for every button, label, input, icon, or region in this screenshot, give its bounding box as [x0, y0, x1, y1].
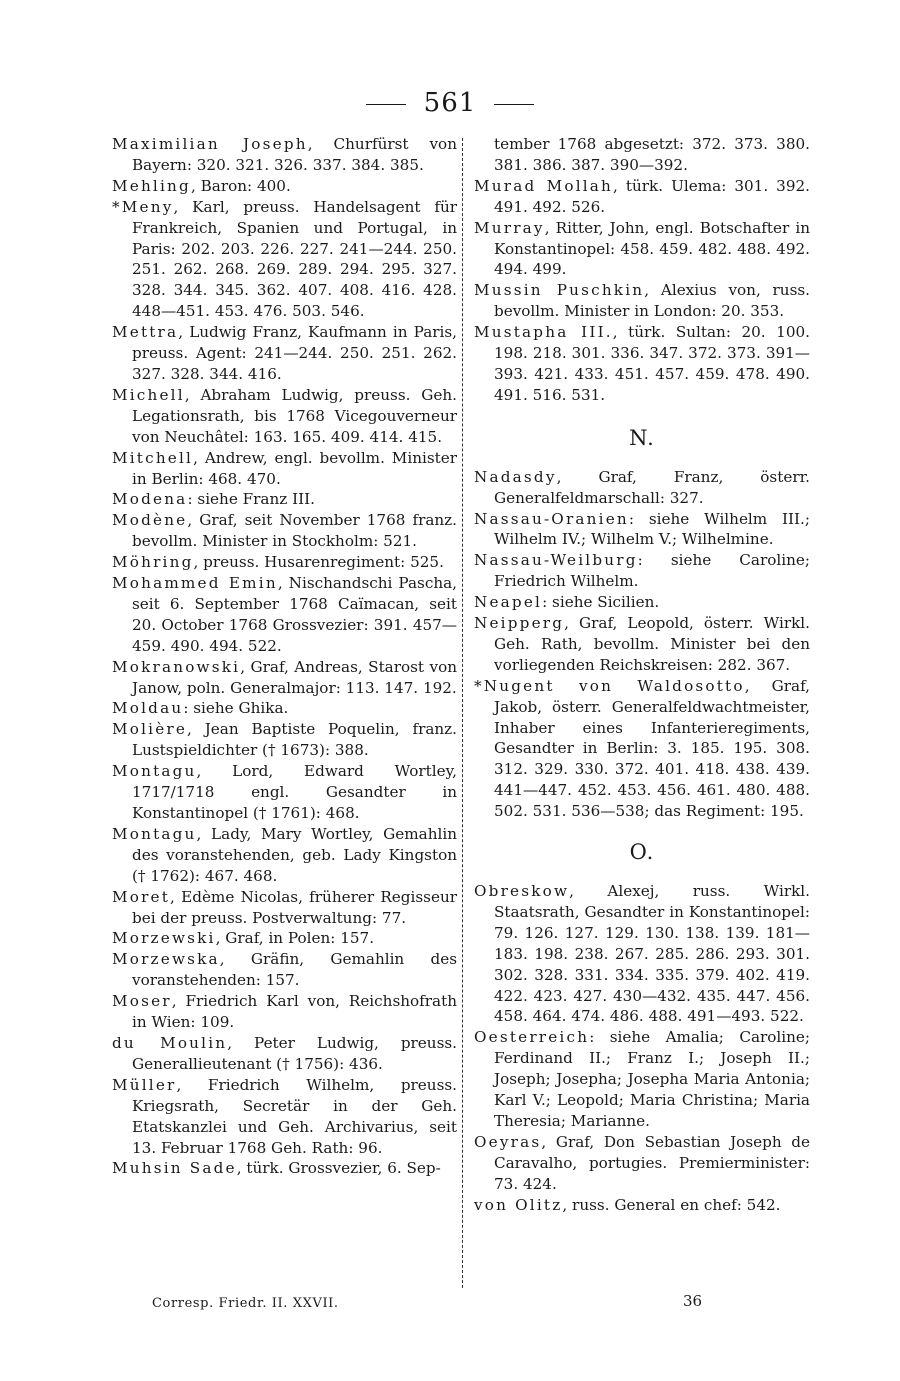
entry-details: , Churfürst von Bayern: 320. 321. 326. 337. 384. 385. [132, 135, 457, 174]
entry-name: du Moulin [112, 1033, 228, 1052]
entry-name: Möhring [112, 553, 194, 572]
index-entry [474, 676, 810, 822]
entry-details: : siehe Wilhelm III.; Wilhelm IV.; Wilhelm V.; Wilhelmine. [494, 509, 810, 549]
index-entry [474, 322, 810, 406]
index-entry [474, 218, 810, 281]
index-entry [474, 280, 810, 322]
header-dash-right [494, 104, 534, 105]
entry-name: Neipperg [474, 614, 565, 633]
entry-details: , Graf, Leopold, österr. Wirkl. Geh. Rath, bevollm. Minister bei den vorliegenden Reichskreisen: 282. 367. [494, 614, 810, 674]
index-entry [112, 510, 457, 552]
entry-details: , Ritter, John, engl. Botschafter in Konstantinopel: 458. 459. 482. 488. 492. 494. 499. [494, 218, 810, 279]
index-entry [474, 592, 810, 613]
entry-name: Morzewska [112, 950, 220, 969]
entry-details: , Graf, Franz, österr. Generalfeldmarschall: 327. [494, 467, 810, 507]
entry-name: Morzewski [112, 929, 216, 948]
index-entry [112, 134, 457, 176]
entry-details: , Friedrich Wilhelm, preuss. Kriegsrath, Secretär in der Geh. Etatskanzlei und Geh. Archivarius, seit 13. Februar 1768 Geh. Rath: 96. [132, 1075, 457, 1157]
index-entry [112, 824, 457, 887]
index-entry [474, 881, 810, 1027]
entry-details: , Andrew, engl. bevollm. Minister in Berlin: 468. 470. [132, 448, 457, 488]
entry-details: , Gräfin, Gemahlin des voranstehenden: 157. [132, 950, 457, 990]
entry-details: : siehe Franz III. [187, 490, 315, 509]
entry-details: , türk. Ulema: 301. 392. 491. 492. 526. [494, 176, 810, 216]
entry-details: : siehe Ghika. [183, 699, 289, 718]
entry-name: Nassau-Weilburg [474, 551, 638, 570]
entry-details: , Graf, Don Sebastian Joseph de Caravalho, portugies. Premierminister: 73. 424. [494, 1132, 810, 1193]
index-entry [112, 1158, 457, 1179]
entry-details: , preuss. Husarenregiment: 525. [193, 553, 444, 572]
header-dash-left [366, 104, 406, 105]
entry-details: , Friedrich Karl von, Reichshofrath in Wien: 109. [132, 992, 457, 1032]
entry-details: , russ. General en chef: 542. [562, 1195, 781, 1214]
section-heading-n: N. [629, 425, 655, 450]
section-heading-o: O. [629, 840, 655, 865]
entry-details: , Edème Nicolas, früherer Regisseur bei der preuss. Postverwaltung: 77. [132, 887, 457, 927]
entry-name: Moser [112, 992, 172, 1011]
entry-details: , Lord, Edward Wortley, 1717/1718 engl. Gesandter in Konstantinopel († 1761): 468. [132, 762, 457, 822]
index-entry [112, 698, 457, 719]
entry-details: , Abraham Ludwig, preuss. Geh. Legationsrath, bis 1768 Vicegouverneur von Neuchâtel: 163. 165. 409. 414. 415. [132, 385, 457, 446]
entry-name: Oeyras [474, 1132, 542, 1151]
index-entry [112, 761, 457, 824]
index-entry [112, 1075, 457, 1159]
index-entry [474, 176, 810, 218]
entry-details: , Karl, preuss. Handelsagent für Frankreich, Spanien und Portugal, in Paris: 202. 203. 226. 227. 241—244. 250. 251. 262. 268. 269. 289. 294. 295. 327. 328. 344. 345. 362. 407. 408. 416. 428. 448—451. 453. 476. 503. 546. [132, 197, 457, 321]
n-entries [474, 467, 810, 822]
m-continuation-entries [474, 134, 810, 406]
index-entry [112, 385, 457, 448]
entry-name: Murad Mollah [474, 176, 614, 195]
entry-name: Modène [112, 511, 188, 530]
entry-details: , Nischandschi Pascha, seit 6. September 1768 Caïmacan, seit 20. October 1768 Grossvezier: 391. 457—459. 490. 494. 522. [132, 574, 457, 655]
entry-name: *Meny [112, 197, 174, 216]
entry-name: Maximilian Joseph [112, 135, 308, 153]
index-entry [112, 322, 457, 385]
index-entry [112, 928, 457, 949]
entry-name: *Nugent von Waldosotto [474, 676, 745, 695]
index-entry [474, 1027, 810, 1132]
entry-name: Müller [112, 1075, 177, 1094]
entry-name: Modena [112, 490, 188, 509]
entry-details: , Alexej, russ. Wirkl. Staatsrath, Gesandter in Konstantinopel: 79. 126. 127. 129. 130. 138. 139. 181—183. 198. 238. 267. 285. 286. 293. 301. 302. 328. 331. 334. 335. 379. 402. 419. 422. 423. 427. 430—432. 435. 447. 456. 458. 464. 474. 486. 488. 491—493. 522. [494, 882, 810, 1026]
entry-name: Molière [112, 720, 188, 739]
entry-details: , Alexius von, russ. bevollm. Minister in London: 20. 353. [494, 281, 811, 321]
entry-name: Mussin Puschkin [474, 281, 645, 300]
entry-name: Nassau-Oranien [474, 509, 629, 528]
footer-signature: Corresp. Friedr. II. XXVII. [152, 1296, 339, 1311]
footer-sheet-number: 36 [683, 1292, 703, 1310]
index-entry [474, 509, 810, 551]
column-divider [462, 138, 463, 1288]
index-entry [474, 467, 810, 509]
entry-details: tember 1768 abgesetzt: 372. 373. 380. 381. 386. 387. 390—392. [494, 135, 810, 174]
entry-details: , Graf, in Polen: 157. [215, 929, 375, 948]
o-entries [474, 881, 810, 1216]
entry-details: , türk. Grossvezier, 6. Sep- [236, 1159, 441, 1178]
entry-name: Mettra [112, 323, 179, 342]
index-entry [112, 197, 457, 322]
entry-details: : siehe Amalia; Caroline; Ferdinand II.; Franz I.; Joseph II.; Joseph; Josepha; Josepha Maria Antonia; Karl V.; Leopold; Maria Christina; Maria Theresia; Marianne. [494, 1028, 810, 1130]
entry-name: Mokranowski [112, 657, 241, 676]
entry-details: , Peter Ludwig, preuss. Generallieutenant († 1756): 436. [132, 1033, 457, 1073]
index-entry [474, 134, 810, 176]
entry-name: Obreskow [474, 882, 570, 900]
index-entry [112, 573, 457, 657]
left-column [112, 134, 457, 1179]
entry-details: , Ludwig Franz, Kaufmann in Paris, preuss. Agent: 241—244. 250. 251. 262. 327. 328. 344. 416. [132, 323, 457, 383]
entry-name: Michell [112, 385, 185, 404]
entry-name: Montagu [112, 762, 197, 781]
entry-name: Moret [112, 887, 171, 906]
entry-name: Montagu [112, 824, 197, 843]
entry-details: , Jean Baptiste Poquelin, franz. Lustspieldichter († 1673): 388. [132, 720, 457, 760]
index-entry [112, 552, 457, 573]
index-entry [474, 1195, 810, 1216]
index-entry [112, 719, 457, 761]
entry-name: Moldau [112, 699, 184, 718]
entry-name: Nadasdy [474, 467, 557, 486]
entry-details: , Graf, seit November 1768 franz. bevollm. Minister in Stockholm: 521. [132, 511, 457, 551]
index-entry [112, 176, 457, 197]
page-number: 561 [423, 88, 477, 118]
page-header [0, 88, 900, 118]
entry-details: , Lady, Mary Wortley, Gemahlin des voranstehenden, geb. Lady Kingston († 1762): 467. 468. [132, 824, 457, 885]
entry-name: Murray [474, 218, 545, 237]
entry-name: von Olitz [474, 1195, 563, 1214]
index-entry [112, 949, 457, 991]
entry-name: Mustapha III. [474, 323, 613, 342]
right-column [474, 134, 810, 1216]
entry-details: : siehe Caroline; Friedrich Wilhelm. [494, 551, 810, 591]
entry-name: Mohammed Emin [112, 574, 278, 593]
index-entry [112, 448, 457, 490]
index-entry [112, 657, 457, 699]
entry-details: , Graf, Andreas, Starost von Janow, poln. Generalmajor: 113. 147. 192. [132, 657, 457, 697]
entry-details: , türk. Sultan: 20. 100. 198. 218. 301. 336. 347. 372. 373. 391—393. 421. 433. 451. 457. 459. 478. 490. 491. 516. 531. [494, 323, 810, 404]
index-entry [112, 887, 457, 929]
index-entry [112, 489, 457, 510]
index-entry [112, 1033, 457, 1075]
entry-details: , Baron: 400. [190, 176, 291, 195]
entry-name: Neapel [474, 593, 543, 612]
index-entry [474, 550, 810, 592]
index-entry [474, 1132, 810, 1195]
entry-details: , Graf, Jakob, österr. Generalfeldwachtmeister, Inhaber eines Infanterieregiments, Gesandter in Berlin: 3. 185. 195. 308. 312. 329. 330. 372. 401. 418. 438. 439. 441—447. 452. 453. 456. 461. 480. 488. 502. 531. 536—538; das Regiment: 195. [494, 676, 810, 821]
entry-name: Oesterreich [474, 1028, 590, 1047]
index-entry [112, 991, 457, 1033]
entry-name: Muhsin Sade [112, 1159, 237, 1178]
index-entry [474, 613, 810, 676]
entry-name: Mitchell [112, 448, 194, 467]
entry-details: : siehe Sicilien. [542, 593, 660, 612]
entry-name: Mehling [112, 176, 191, 195]
